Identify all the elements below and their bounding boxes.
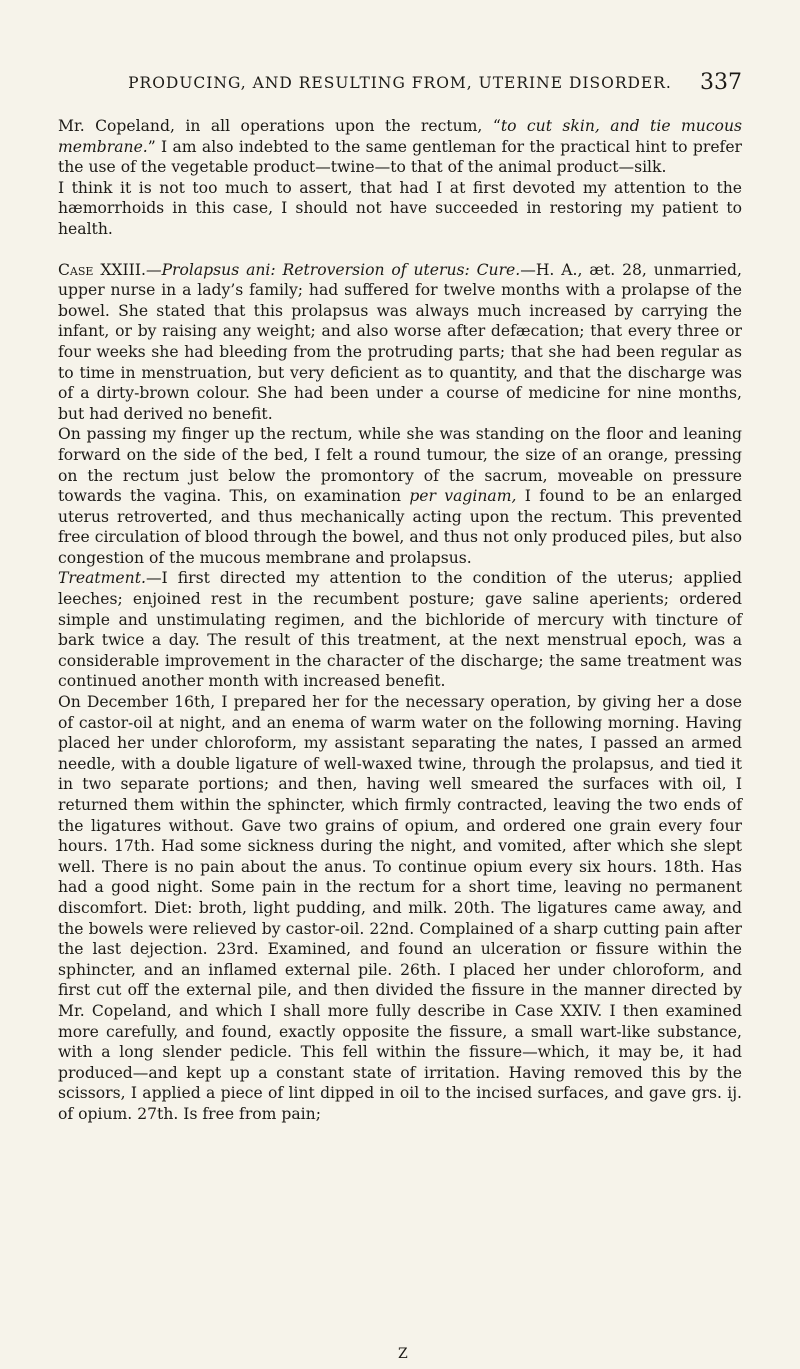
paragraph: [58, 568, 742, 692]
signature-mark: Z: [398, 1346, 408, 1362]
paragraph: [58, 692, 742, 1124]
quoted-text: to cut skin, and tie mucous membrane.: [58, 117, 742, 156]
case-title: —Prolapsus ani: Retroversion of uterus: Cure.: [145, 260, 521, 279]
text-run: Mr. Copeland, in all operations upon the rectum, “: [58, 117, 501, 135]
section-label: Treatment.: [58, 569, 146, 588]
paragraph: [58, 178, 742, 240]
text-run: —H. A., æt. 28, unmarried, upper nurse in a lady’s family; had suffered for twelve months with a prolapse of the bowel. She stated that this prolapsus was always much increased by carrying the infant, or by raising any weight; and also worse after defæcation; that every three or four weeks she had bleeding from the protruding parts; that she had been regular as to time in menstruation, but very deficient as to quantity, and that the discharge was of a dirty-brown colour. She had been under a course of medicine for nine months, but had derived no benefit.: [58, 260, 742, 423]
text-run: On December 16th, I prepared her for the necessary operation, by giving her a dose of castor-oil at night, and an enema of warm water on the following morning. Having placed her under chloroform, my assistant separating the nates, I passed an armed needle, with a double ligature of well-waxed twine, through the prolapsus, and tied it in two separate portions; and then, having well smeared the surfaces with oil, I returned them within the sphincter, which firmly contracted, leaving the two ends of the ligatures without. Gave two grains of opium, and ordered one grain every four hours. 17th. Had some sickness during the night, and vomited, after which she slept well. There is no pain about the anus. To continue opium every six hours. 18th. Has had a good night. Some pain in the rectum for a short time, leaving no permanent discomfort. Diet: broth, light pudding, and milk. 20th. The ligatures came away, and the bowels were relieved by castor-oil. 22nd. Complained of a sharp cutting pain after the last dejection. 23rd. Examined, and found an ulceration or fissure within the sphincter, and an inflamed external pile. 26th. I placed her under chloroform, and first cut off the external pile, and then divided the fissure in the manner directed by Mr. Copeland, and which I shall more fully describe in Case XXIV. I then examined more carefully, and found, exactly opposite the fissure, a small wart-like substance, with a long slender pedicle. This fell within the fissure—which, it may be, it had produced—and kept up a constant state of irritation. Having removed this by the scissors, I applied a piece of lint dipped in oil to the incised surfaces, and gave grs. ij. of opium. 27th. Is free from pain;: [58, 693, 742, 1123]
body-text: [58, 116, 742, 1125]
text-run: On passing my finger up the rectum, while she was standing on the floor and leaning forward on the side of the bed, I felt a round tumour, the size of an orange, pressing on the rectum just below the promontory of the sacrum, moveable on pressure towards the vagina. This, on examination: [58, 425, 742, 506]
text-run: I found to be an enlarged uterus retroverted, and thus mechanically acting upon the rectum. This prevented free circulation of blood through the bowel, and thus not only produced piles, but also congestion of the mucous membrane and prolapsus.: [58, 487, 742, 567]
page-number: 337: [700, 70, 742, 95]
case-paragraph: [58, 260, 742, 425]
running-head: [58, 70, 742, 95]
text-run: I think it is not too much to assert, that had I at first devoted my attention to the hæmorrhoids in this case, I should not have succeeded in restoring my patient to health.: [58, 178, 742, 238]
text-run: ” I am also indebted to the same gentleman for the practical hint to prefer the use of the vegetable product—twine—to that of the animal product—silk.: [58, 137, 742, 177]
running-title: PRODUCING, AND RESULTING FROM, UTERINE DISORDER.: [128, 74, 672, 92]
case-label: Case XXIII.: [58, 260, 146, 279]
text-run: —I first directed my attention to the condition of the uterus; applied leeches; enjoined rest in the recumbent posture; gave saline aperients; ordered simple and unstimulating regimen, and the bichloride of mercury with tincture of bark twice a day. The result of this treatment, at the next menstrual epoch, was a considerable improvement in the character of the discharge; the same treatment was continued another month with increased benefit.: [58, 569, 742, 691]
paragraph: [58, 116, 742, 178]
italic-text: per vaginam,: [409, 487, 517, 506]
paragraph: [58, 424, 742, 568]
